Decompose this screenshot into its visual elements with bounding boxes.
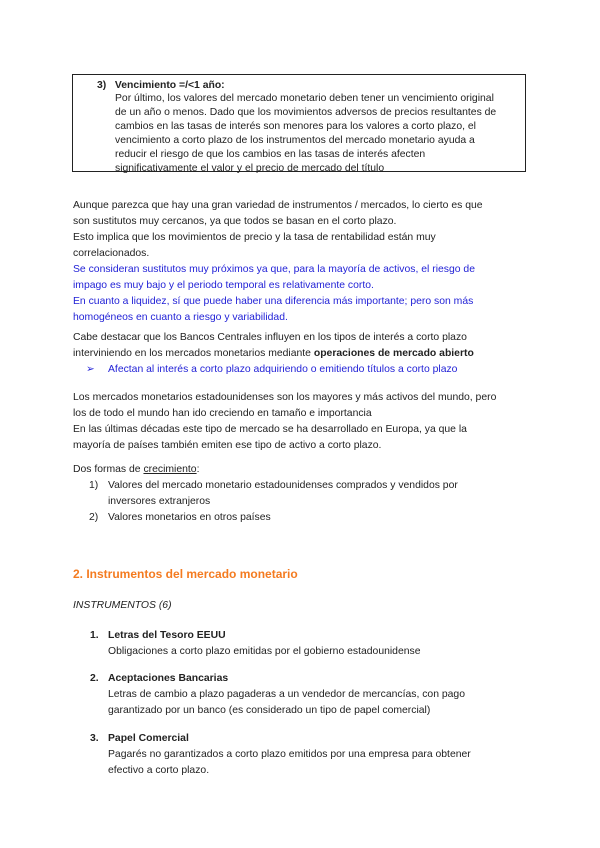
growth-intro [73, 462, 533, 478]
arrow-icon: ➢ [86, 364, 95, 375]
bullet-text: Afectan al interés a corto plazo adquiriendo o emitiendo títulos a corto plazo [108, 364, 458, 375]
text-line: mayoría de países también emiten ese tipo de activo a corto plazo. [73, 440, 382, 451]
list-line: Valores del mercado monetario estadounidenses comprados y vendidos por [108, 480, 458, 491]
text-span: Dos formas de [73, 464, 144, 475]
open-market-operations: operaciones de mercado abierto [313, 348, 474, 359]
section-heading: 2. Instrumentos del mercado monetario [73, 567, 298, 581]
instruments-label: INSTRUMENTOS (6) [73, 600, 172, 611]
box-line: cambios en las tasas de interés son menores para los valores a corto plazo, el [115, 121, 476, 132]
instrument-desc: efectivo a corto plazo. [108, 765, 210, 776]
list-number: 1) [89, 480, 99, 491]
text-line: son sustitutos muy cercanos, ya que todos se basan en el corto plazo. [73, 216, 397, 227]
growth-section [73, 462, 533, 526]
text-line-blue: Se consideran sustitutos muy próximos ya que, para la mayoría de activos, el riesgo de [73, 264, 475, 275]
instrument-body [108, 731, 528, 779]
box-body [115, 92, 525, 176]
instrument-body [108, 628, 528, 660]
box-number: 3) [97, 80, 107, 91]
text-line-blue: homogéneos en cuanto a riesgo y variabilidad. [73, 312, 288, 323]
paragraph-us-markets [73, 390, 533, 454]
text-span: : [196, 464, 200, 475]
list-item [73, 478, 533, 510]
instrument-body [108, 671, 528, 719]
text-line-blue: impago es muy bajo y el periodo temporal es relativamente corto. [73, 280, 374, 291]
list-text [108, 478, 458, 510]
instrument-desc: garantizado por un banco (es considerado un tipo de papel comercial) [108, 705, 431, 716]
text-line: los de todo el mundo han ido creciendo en tamaño e importancia [73, 408, 372, 419]
growth-word: crecimiento [143, 464, 197, 475]
box-line: de un año o menos. Dado que los movimientos adversos de precios resultantes de [115, 107, 497, 118]
text-line: correlacionados. [73, 248, 150, 259]
instrument-number: 2. [90, 673, 99, 684]
paragraph-central-banks [73, 330, 533, 378]
box-line: Por último, los valores del mercado monetario deben tener un vencimiento original [115, 93, 494, 104]
box-line: significativamente el valor y el precio de mercado del título [115, 163, 385, 174]
list-text [108, 510, 271, 526]
list-line: Valores monetarios en otros países [108, 512, 271, 523]
instrument-number: 3. [90, 733, 99, 744]
text-line: Esto implica que los movimientos de precio y la tasa de rentabilidad están muy [73, 232, 436, 243]
list-number: 2) [89, 512, 99, 523]
box-line: vencimiento a corto plazo de los instrumentos del mercado monetario ayuda a [115, 135, 475, 146]
instrument-title: Papel Comercial [108, 733, 189, 744]
text-line [73, 346, 533, 362]
text-line-blue: En cuanto a liquidez, sí que puede haber una diferencia más importante; pero son más [73, 296, 474, 307]
text-line: En las últimas décadas este tipo de mercado se ha desarrollado en Europa, ya que la [73, 424, 467, 435]
text-line: Aunque parezca que hay una gran variedad de instrumentos / mercados, lo cierto es que [73, 200, 483, 211]
box-title: Vencimiento =/<1 año: [114, 80, 225, 91]
instrument-title: Aceptaciones Bancarias [108, 673, 229, 684]
instrument-number: 1. [90, 630, 99, 641]
paragraph-substitutes [73, 198, 533, 326]
instrument-desc: Letras de cambio a plazo pagaderas a un vendedor de mercancías, con pago [108, 689, 465, 700]
maturity-box [72, 74, 526, 172]
list-item [73, 510, 533, 526]
instrument-title: Letras del Tesoro EEUU [108, 630, 226, 641]
list-line: inversores extranjeros [108, 496, 211, 507]
box-line: reducir el riesgo de que los cambios en las tasas de interés afecten [115, 149, 426, 160]
text-span: interviniendo en los mercados monetarios mediante [73, 348, 314, 359]
instrument-desc: Pagarés no garantizados a corto plazo emitidos por una empresa para obtener [108, 749, 471, 760]
arrow-bullet [86, 362, 533, 378]
instrument-desc: Obligaciones a corto plazo emitidas por el gobierno estadounidense [108, 646, 421, 657]
text-line: Cabe destacar que los Bancos Centrales influyen en los tipos de interés a corto plazo [73, 332, 467, 343]
text-line: Los mercados monetarios estadounidenses son los mayores y más activos del mundo, pero [73, 392, 497, 403]
